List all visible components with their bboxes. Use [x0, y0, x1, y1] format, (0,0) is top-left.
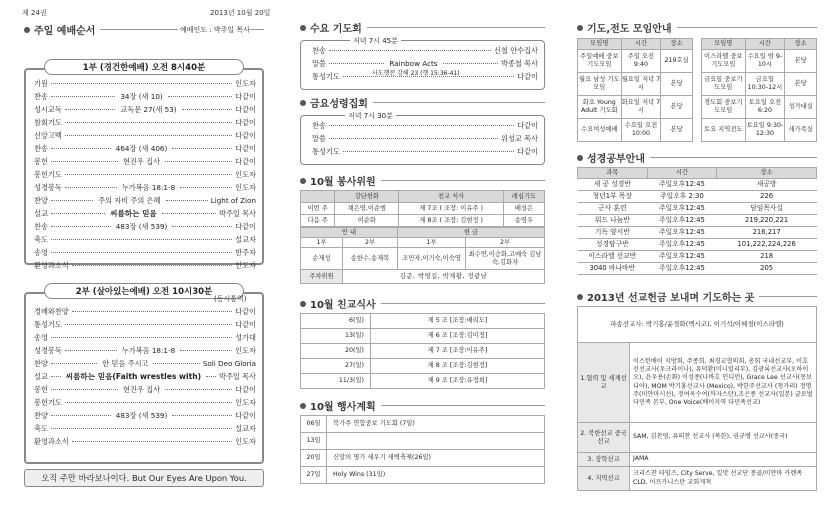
- order-row: [34, 103, 256, 116]
- table-row: [301, 314, 545, 329]
- bible-cell: 주일오후12:45: [647, 239, 717, 251]
- interpretation-note: (동시통역): [214, 295, 247, 303]
- bible-cell: 청년1부 목장: [578, 191, 648, 203]
- events-title: 10월 행사계획: [310, 402, 376, 413]
- prayer-head: 장소: [661, 39, 693, 50]
- order-leader: 다같이: [517, 71, 538, 81]
- bible-cell: 성경탐구반: [578, 239, 648, 251]
- sunday-worship-title: 주일 예배순서: [34, 26, 96, 37]
- prayer-table: [701, 38, 817, 142]
- order-row: [34, 357, 256, 370]
- bullet-icon: [24, 27, 30, 33]
- table-row: [578, 96, 693, 119]
- date-cell: 06일: [301, 416, 327, 433]
- order-item: 봉헌기도: [34, 169, 62, 179]
- order-detail: 483장 (새 539): [115, 221, 168, 231]
- bible-title: 성경공부안내: [587, 154, 645, 165]
- prayer-cell: 토요일 오전 6:20: [745, 96, 785, 119]
- bullet-icon: [300, 100, 306, 106]
- mission-category: 4. 지역선교: [578, 467, 630, 491]
- order-leader: 인도자: [235, 182, 256, 192]
- order-item: 찬양: [34, 195, 48, 205]
- order-leader: 다같이: [235, 410, 256, 420]
- worship-leader-note: 예배인도 : 박주일 목사: [180, 26, 250, 34]
- order-item: 찬송: [34, 91, 48, 101]
- prayer-cell: 주일 오전 9:40: [621, 50, 661, 73]
- prayer-cell: 월요일 저녁 7시: [621, 73, 661, 96]
- fellowship-title: 10월 친교식사: [310, 300, 376, 311]
- motto-banner: 오직 주만 바라보나이다. But Our Eyes Are Upon You.: [24, 469, 264, 487]
- bible-cell: 워드 나눔반: [578, 215, 648, 227]
- prayer-cell: 토요 지역전도: [702, 119, 746, 142]
- order-detail: 483장 (새 539): [115, 410, 168, 420]
- events-heading: [300, 398, 545, 413]
- order-item: 봉헌: [34, 156, 48, 166]
- missionaries-sent: 파송선교사: 박기홍/윤경화(멕시코), 이기석/이혜경(이스라엘): [578, 307, 817, 343]
- order-item: 찬송: [312, 120, 326, 130]
- prayer-cell: 주일예배 중보기도모임: [578, 50, 622, 73]
- date-cell: 11/3(일): [301, 374, 371, 389]
- order-detail: 한 믿음 주시고: [102, 358, 149, 368]
- bullet-icon: [577, 294, 583, 300]
- order-item: 찬양: [34, 410, 48, 420]
- second-service-order: [34, 305, 256, 448]
- date-cell: 27(일): [301, 359, 371, 374]
- order-item: 찬양: [34, 358, 48, 368]
- prayer-heading: [577, 20, 817, 35]
- wednesday-heading: [300, 20, 545, 35]
- order-item: 송영: [34, 247, 48, 257]
- order-row: [34, 305, 256, 318]
- table-row: [578, 73, 693, 96]
- order-detail: 누가복음 18:1-8: [121, 345, 176, 355]
- mission-detail: 크리스찬 타임즈, City Serve, 일맛 선교단 몽골/미얀마 카렌족 CLD, 어프가니스탄 교회개척: [630, 467, 817, 491]
- table-row: [578, 453, 817, 467]
- serve-cell: 제 7조 ( 조장: 이유주 ): [399, 203, 504, 215]
- order-item: 찬송: [312, 45, 326, 55]
- order-item: 성시교독: [34, 104, 62, 114]
- order-row: [34, 129, 256, 142]
- order-item: 통성기도: [312, 146, 340, 156]
- prayer-cell: 219호실: [661, 50, 693, 73]
- table-row: [578, 119, 693, 142]
- bullet-icon: [300, 178, 306, 184]
- prayer-cell: 경도회 중보기도모임: [702, 96, 746, 119]
- order-item: 통성기도: [312, 71, 340, 81]
- prayer-cell: 금요일 중보기도모임: [702, 73, 746, 96]
- prayer-cell: 성가대실: [785, 96, 817, 119]
- order-detail: 464장 (새 406): [115, 143, 168, 153]
- mission-detail: JAMA: [630, 453, 817, 467]
- issue-number: 제 24권: [22, 9, 47, 17]
- bible-cell: 216,217: [717, 227, 817, 239]
- order-leader: 다같이: [235, 319, 256, 329]
- order-leader: 다같이: [235, 104, 256, 114]
- order-leader: 다같이: [235, 130, 256, 140]
- bible-cell: 담임목사실: [717, 203, 817, 215]
- prayer-cell: 월요 남성 기도 모임: [578, 73, 622, 96]
- bible-head: 과목: [578, 168, 648, 179]
- order-item: 찬송: [34, 143, 48, 153]
- order-leader: 설교자: [235, 423, 256, 433]
- order-leader: 다같이: [235, 221, 256, 231]
- detail-cell: 북가주 연합중보 기도회 (7일): [327, 416, 545, 433]
- bible-cell: 226: [717, 191, 817, 203]
- bible-cell: 주일오후12:45: [647, 215, 717, 227]
- bible-cell: 218: [717, 251, 817, 263]
- order-leader: 다같이: [235, 384, 256, 394]
- events-table: [300, 415, 545, 484]
- serve-cell: 이순화: [335, 215, 399, 227]
- serve-cell: 채은영,이순범: [335, 203, 399, 215]
- order-row: [34, 142, 256, 155]
- friday-order: [312, 119, 538, 158]
- order-leader: 인도자: [235, 436, 256, 446]
- order-leader: 다같이: [235, 143, 256, 153]
- serve-cell: 배성은: [503, 203, 544, 215]
- mission-detail: SAM, 김찬영, 유의찬 선교사 (북한), 권규병 선교사(중국): [630, 423, 817, 453]
- prayer-cell: 수요일 오전 10:00: [621, 119, 661, 142]
- order-row: [34, 181, 256, 194]
- table-row: [578, 50, 693, 73]
- second-service-title: 2부 (살아있는예배) 오전 10시30분: [44, 283, 244, 299]
- order-leader: 다같이: [235, 156, 256, 166]
- first-service-order: [34, 77, 256, 272]
- order-row: [34, 370, 256, 383]
- detail-cell: 제 8 조 [조장:김현정]: [371, 359, 545, 374]
- order-item: 송영: [34, 332, 48, 342]
- detail-cell: 제 6 조 [조장:김미정]: [371, 329, 545, 344]
- mission-category: 2. 북한선교 중국선교: [578, 423, 630, 453]
- serve-head: 강단헌화: [335, 191, 399, 203]
- parking-names: 김준, 박영길, 박재황, 정광남: [343, 270, 545, 284]
- prayer-cell: 본당: [661, 119, 693, 142]
- order-leader: 박주일 목사: [219, 371, 257, 381]
- table-row: [301, 359, 545, 374]
- bible-cell: 이스라엘 선교반: [578, 251, 648, 263]
- table-row: [301, 329, 545, 344]
- order-leader: 인도자: [235, 260, 256, 270]
- prayer-cell: 수요여성예배: [578, 119, 622, 142]
- bullet-icon: [300, 403, 306, 409]
- order-item: 환영과소식: [34, 436, 69, 446]
- order-row: [312, 145, 538, 158]
- wednesday-order: [312, 44, 538, 83]
- order-item: 기원: [34, 78, 48, 88]
- detail-cell: 제 7 조 [조장:이유주]: [371, 344, 545, 359]
- order-row: [34, 77, 256, 90]
- table-row: [301, 450, 545, 467]
- detail-cell: 제 5 조 [조장:배리도]: [371, 314, 545, 329]
- prayer-head: 시간: [745, 39, 785, 50]
- order-detail: 교독문 27(새 53): [120, 104, 177, 114]
- order-leader: Light of Zion: [210, 196, 257, 205]
- order-leader: 성가대: [235, 332, 256, 342]
- order-detail: Rainbow Acts: [389, 59, 438, 68]
- bible-head: 시간: [647, 168, 717, 179]
- table-row: [578, 215, 817, 227]
- bible-cell: 주일오후12:45: [647, 263, 717, 275]
- parking-label: 주차위원: [301, 270, 343, 284]
- prayer-cell: 수요일 밤 9-10시: [745, 50, 785, 73]
- prayer-head: 시간: [621, 39, 661, 50]
- order-leader: 반주자: [235, 247, 256, 257]
- order-item: 경배와찬양: [34, 306, 69, 316]
- offering-head: 헌 금: [398, 228, 545, 238]
- bible-cell: 군사 훈련: [578, 203, 648, 215]
- order-row: [312, 132, 538, 145]
- table-row: [578, 203, 817, 215]
- serve-cell: 이번 주: [301, 203, 335, 215]
- order-row: [34, 220, 256, 233]
- order-row: [34, 194, 256, 207]
- bible-cell: 205: [717, 263, 817, 275]
- mission-table: [577, 306, 817, 491]
- prayer-cell: 본당: [785, 73, 817, 96]
- order-detail: 현진우 집사: [123, 384, 161, 394]
- bible-cell: 주일오후12:45: [647, 203, 717, 215]
- bible-cell: 새 공 성경반: [578, 179, 648, 191]
- date-cell: 27일: [301, 467, 327, 484]
- prayer-cell: 화요 Young Adult 기도회: [578, 96, 622, 119]
- order-leader: Soli Deo Gloria: [202, 359, 257, 368]
- mission-heading: [577, 289, 817, 304]
- order-row: [34, 331, 256, 344]
- order-item: 참회기도: [34, 117, 62, 127]
- order-row: [34, 90, 256, 103]
- serve-cell: 다음 주: [301, 215, 335, 227]
- wednesday-title: 수요 기도회: [310, 24, 362, 35]
- date-cell: 13(일): [301, 329, 371, 344]
- bulletin-date: 2013년 10월 20일: [210, 9, 271, 17]
- bible-cell: 3040 바나바반: [578, 263, 648, 275]
- order-leader: 박주일 목사: [219, 208, 257, 218]
- table-row: [702, 73, 817, 96]
- bible-heading: [577, 150, 817, 165]
- bible-cell: 기독 양서반: [578, 227, 648, 239]
- usher-head: 안 내: [301, 228, 398, 238]
- prayer-head: 모임명: [578, 39, 622, 50]
- bible-cell: 주일오후12:45: [647, 227, 717, 239]
- bible-cell: 주일오후12:45: [647, 251, 717, 263]
- table-row: [578, 227, 817, 239]
- order-leader: 인도자: [235, 345, 256, 355]
- friday-time: 저녁 7시 30분: [345, 111, 396, 121]
- table-row: [702, 96, 817, 119]
- order-detail: 누가복음 18:1-8: [121, 182, 176, 192]
- serve-title: 10월 봉사위원: [310, 177, 376, 188]
- order-item: 신앙고백: [34, 130, 62, 140]
- bullet-icon: [300, 301, 306, 307]
- table-row: [301, 467, 545, 484]
- order-row: [34, 383, 256, 396]
- bullet-icon: [577, 155, 583, 161]
- order-item: 설교: [34, 371, 48, 381]
- table-row: [301, 374, 545, 389]
- date-cell: 6(일): [301, 314, 371, 329]
- order-row: [34, 155, 256, 168]
- order-item: 말씀: [312, 58, 326, 68]
- prayer-cell: 토요일 9:30-12:30: [745, 119, 785, 142]
- prayer-head: 모임명: [702, 39, 746, 50]
- serve-cell: 송영우: [503, 215, 544, 227]
- order-leader: 박종철 목사: [501, 58, 539, 68]
- prayer-cell: 화요일 저녁 7시: [621, 96, 661, 119]
- order-detail: 씨름하는 믿음: [110, 209, 157, 218]
- serve-cell: 제 8조 ( 조장: 김현정 ): [399, 215, 504, 227]
- first-service-title: 1부 (경건한예배) 오전 8시40분: [44, 59, 244, 75]
- prayer-cell: 이스라엘 중보기도모임: [702, 50, 746, 73]
- bible-head: 장소: [717, 168, 817, 179]
- bullet-icon: [577, 25, 583, 31]
- serve-table: [300, 190, 545, 227]
- order-row: [34, 409, 256, 422]
- table-row: [578, 263, 817, 275]
- usher-offering-table: 안 내 헌 금 1부 2부 1부 2부 손재성 송한수,송재복 조민자,이기숙,이숙영 최수연,이승화,고예숙 김남숙,김화자 주차위원 김준, 박영길, 박재황, 정광남: [300, 227, 545, 284]
- order-row: [34, 435, 256, 448]
- detail-cell: Holy Wins (31일): [327, 467, 545, 484]
- detail-cell: [327, 433, 545, 450]
- prayer-title: 기도,전도 모임안내: [587, 24, 672, 35]
- order-item: 성경봉독: [34, 182, 62, 192]
- mission-category: 1.협력 및 세계선교: [578, 343, 630, 423]
- date-cell: 20일: [301, 450, 327, 467]
- prayer-table: [577, 38, 693, 142]
- bible-cell: 주일오후12:45: [647, 179, 717, 191]
- table-row: [301, 344, 545, 359]
- bible-table: [577, 167, 817, 275]
- mission-title: 2013년 선교헌금 보내며 기도하는 곳: [587, 293, 755, 304]
- wednesday-verse: 사도행전 강해 23 (행 15:36-41): [372, 70, 460, 77]
- order-row: [34, 246, 256, 259]
- order-leader: 위성교 목사: [500, 133, 538, 143]
- table-row: [702, 119, 817, 142]
- order-leader: 다같이: [517, 120, 538, 130]
- order-row: [34, 116, 256, 129]
- prayer-cell: 새가족실: [785, 119, 817, 142]
- order-leader: 다같이: [235, 306, 256, 316]
- table-row: [578, 239, 817, 251]
- order-row: [34, 233, 256, 246]
- order-item: 축도: [34, 234, 48, 244]
- order-leader: 신철 안수집사: [494, 45, 538, 55]
- serve-heading: [300, 173, 545, 188]
- order-leader: 인도자: [235, 78, 256, 88]
- order-row: [34, 207, 256, 220]
- order-detail: 씨름하는 믿음(Faith wrestles with): [65, 372, 202, 381]
- order-item: 봉헌기도: [34, 397, 62, 407]
- table-row: [578, 423, 817, 453]
- order-leader: 설교자: [235, 234, 256, 244]
- order-row: [34, 422, 256, 435]
- table-row: [301, 416, 545, 433]
- order-leader: 인도자: [235, 169, 256, 179]
- serve-head: 래심기도: [503, 191, 544, 203]
- order-row: [34, 396, 256, 409]
- table-row: [578, 343, 817, 423]
- order-leader: 인도자: [235, 397, 256, 407]
- order-item: 통성기도: [34, 319, 62, 329]
- table-row: [578, 467, 817, 491]
- order-item: 성경봉독: [34, 345, 62, 355]
- bullet-icon: [300, 25, 306, 31]
- order-leader: 다같이: [517, 146, 538, 156]
- order-row: [34, 168, 256, 181]
- bible-cell: 219,220,221: [717, 215, 817, 227]
- bible-cell: 101,222,224,226: [717, 239, 817, 251]
- order-item: 찬송: [34, 221, 48, 231]
- table-row: [702, 50, 817, 73]
- fellowship-heading: [300, 296, 545, 311]
- order-detail: 34장 (새 10): [120, 91, 163, 101]
- bible-cell: 주일오후 2:30: [647, 191, 717, 203]
- prayer-cell: 본당: [661, 96, 693, 119]
- prayer-cell: 본당: [785, 50, 817, 73]
- mission-detail: 이스턴베이 지방회, 주종희, 최경교협의회, 총회 국내선교부, 이호선선교사(우크라이나), 유덕환(미니빌리부), 김광록선교사(오하이오), 윤우용(손화) 이성종(나바호 인디언), Grace Lee 선교사(몽보디아), MOM 박기홍선교사 (Mexico), 박한주선교사 (청가리) 정명주(미얀마시선), 정여옥수여(까자스탄),조은종 선교사(일본) 글로벌 다민족 본부, One Voice(베이지역 다민족선교): [630, 343, 817, 423]
- detail-cell: 신앙의 명가 세우기 새벽축제(26일): [327, 450, 545, 467]
- mission-category: 3. 장학선교: [578, 453, 630, 467]
- detail-cell: 제 9 조 [조장:유정희]: [371, 374, 545, 389]
- order-item: 환영과소식: [34, 260, 69, 270]
- order-row: [34, 259, 256, 272]
- order-item: 축도: [34, 423, 48, 433]
- order-row: [34, 318, 256, 331]
- order-leader: 다같이: [235, 117, 256, 127]
- order-row: [312, 119, 538, 132]
- wednesday-time: 저녁 7시 45분: [350, 36, 401, 46]
- serve-head: 친교 식사: [399, 191, 504, 203]
- order-leader: 다같이: [235, 91, 256, 101]
- date-cell: 13일: [301, 433, 327, 450]
- order-item: 말씀: [312, 133, 326, 143]
- prayer-head: 장소: [785, 39, 817, 50]
- bible-cell: 새공방: [717, 179, 817, 191]
- friday-title: 금요성령집회: [310, 99, 368, 110]
- order-item: 봉헌: [34, 384, 48, 394]
- order-row: [34, 344, 256, 357]
- prayer-cell: 금요일 10:30-12시: [745, 73, 785, 96]
- table-row: [578, 251, 817, 263]
- order-row: [312, 44, 538, 57]
- table-row: [578, 191, 817, 203]
- fellowship-table: [300, 313, 545, 389]
- date-cell: 20(일): [301, 344, 371, 359]
- table-row: [301, 433, 545, 450]
- order-item: 설교: [34, 208, 48, 218]
- prayer-cell: 본당: [661, 73, 693, 96]
- friday-heading: [300, 95, 545, 110]
- order-detail: 주의 자비 주의 은혜: [98, 195, 161, 205]
- table-row: [578, 179, 817, 191]
- order-detail: 현진우 집사: [123, 156, 161, 166]
